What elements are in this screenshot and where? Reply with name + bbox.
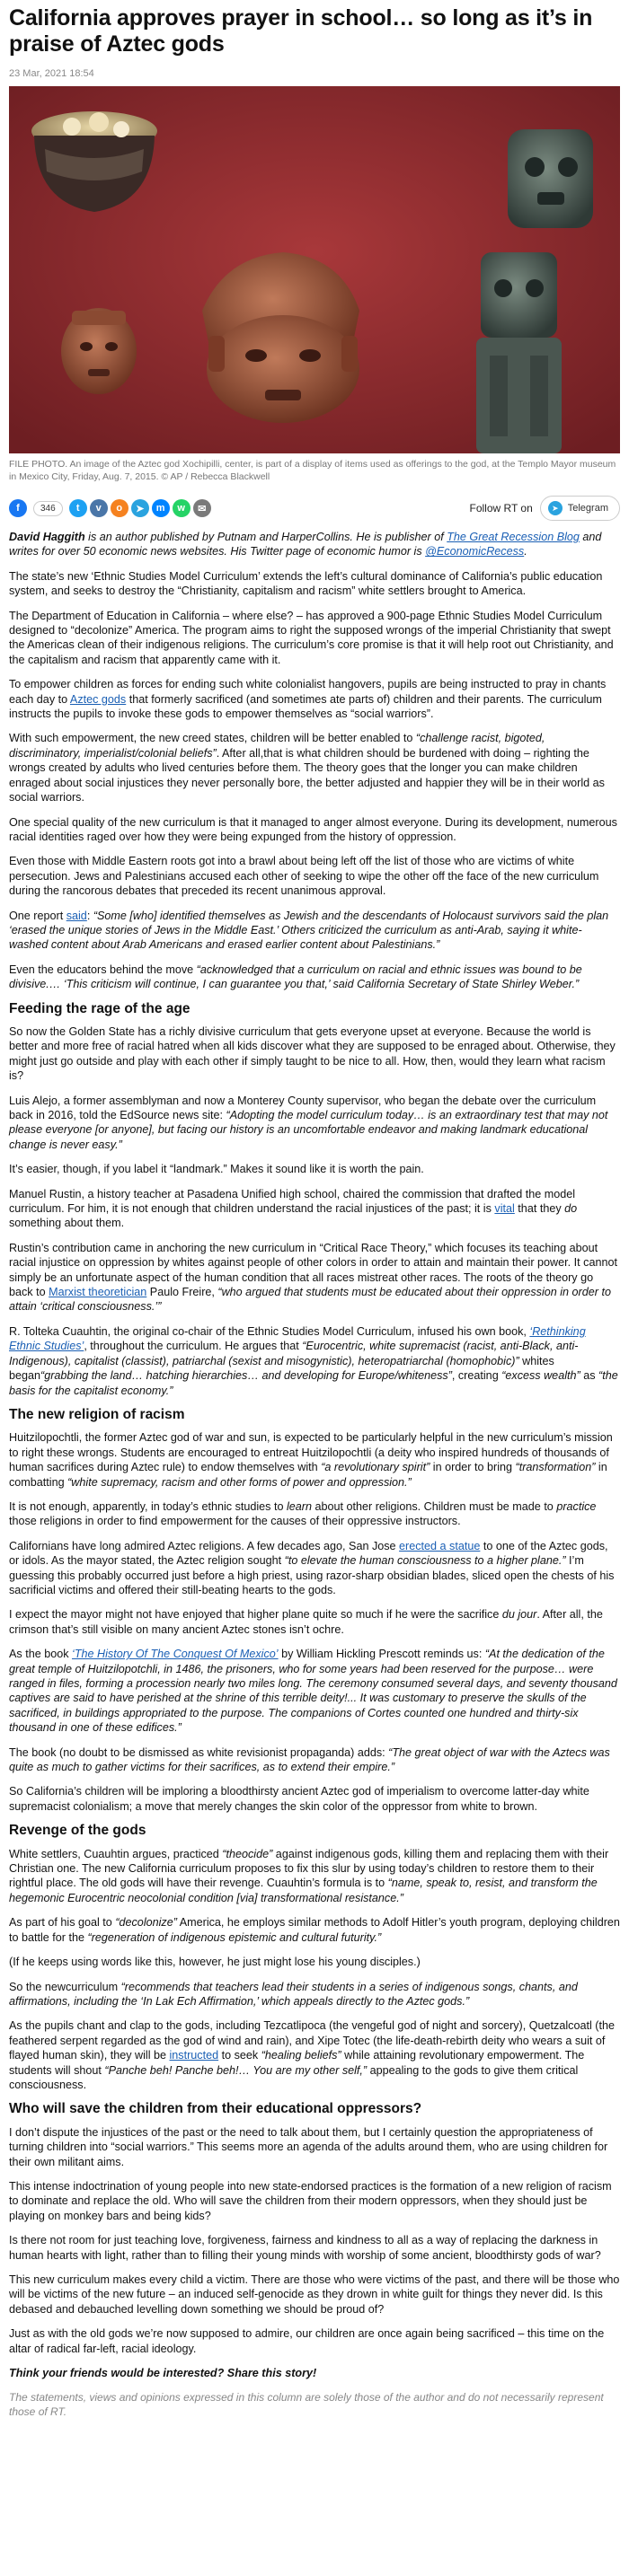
text: , throughout the curriculum. He argues that (84, 1340, 303, 1353)
quote: “name, speak to, resist, and transform the hegemonic Eurocentric neocolonial condition [via] transformational resistance.” (9, 1877, 598, 1904)
follow-label: Follow RT on (469, 502, 533, 514)
quote: “Some [who] identified themselves as Jewish and the descendants of Holocaust survivors said the plan ‘erased the unique stories of Jews in the Middle East.’ Others criticized the curriculum as anti-Arab, saying it white-washed content about Arab Americans and erased earlier content about Palestinians.” (9, 909, 609, 952)
text: those religions in order to find empowerment for the causes of their oppressive instructors. (9, 1515, 461, 1528)
article-photo[interactable] (9, 86, 620, 453)
conquest-of-mexico-link[interactable]: ‘The History Of The Conquest Of Mexico’ (72, 1648, 279, 1661)
quote: “healing beliefs” (261, 2049, 341, 2062)
text: . After all,that is what children should be burdened with doing – righting the wrongs created by adults who lived centuries before them. The theory goes that the longer you can make children enraged about social injustices they never personally bore, the better adjusted and happier they will be in their world as social warriors. (9, 746, 605, 804)
text: Luis Alejo, a former assemblyman and now a Monterey County supervisor, who began the debate over the curriculum back in 2016, told the EdSource news site: (9, 1094, 597, 1121)
article-body (9, 530, 620, 2419)
paragraph: Just as with the old gods we’re now supposed to admire, our children are once again being sacrificed – this time on the altar of radical far-left, racial ideology. (9, 2327, 605, 2355)
quote: “a revolutionary spirit” (321, 1461, 430, 1474)
small-clay-head-artifact (61, 308, 137, 394)
text: One report (9, 909, 66, 922)
text: I’m guessing this probably occurred just before a high priest, using razor-sharp obsidian blades, sliced open the chests of his sacrificial victims and offered their still-beating hearts to the gods. (9, 1554, 615, 1596)
paragraph: (If he keeps using words like this, however, he just might lose his young disciples.) (9, 1956, 421, 1969)
marxist-theoretician-link[interactable]: Marxist theoretician (49, 1286, 147, 1299)
paragraph: One special quality of the new curriculum is that it managed to anger almost everyone. During its development, numerous racial identities raged over how they were being expunged from the history of oppression. (9, 815, 617, 843)
section-heading: Feeding the rage of the age (9, 1000, 190, 1016)
text: that formerly sacrificed (and sometimes ate parts of) children and their parents. The curriculum instructs the pupils to invoke these gods to empower themselves as “social warriors”. (9, 692, 602, 721)
text: To empower children as forces for ending such white colonialist hangovers, pupils are being instructed to pray in chants each day to (9, 678, 607, 706)
quote: “regeneration of indigenous epistemic and cultural futurity.” (87, 1930, 382, 1944)
quote: “to elevate the human consciousness to a higher plane.” (284, 1554, 566, 1568)
paragraph (9, 1847, 620, 1906)
paragraph (9, 1539, 620, 1598)
ok-icon[interactable]: o (111, 499, 128, 517)
paragraph (9, 963, 620, 992)
emphasis: practice (556, 1499, 597, 1513)
text: by William Hickling Prescott reminds us: (278, 1648, 485, 1661)
email-icon[interactable]: ✉ (193, 499, 211, 517)
telegram-icon: ➤ (548, 501, 563, 515)
quote: “transformation” (515, 1461, 596, 1474)
paragraph (9, 1745, 620, 1775)
author-text: and writes for over 50 economic news websites. His Twitter page of economic humor is (9, 531, 602, 558)
paragraph: Is there not room for just teaching love, forgiveness, fairness and kindness to all as a way of replacing the darkness in human hearts with light, rather than to filling their young minds with worship of some ancient, bloodthirsty gods of war? (9, 2234, 601, 2262)
quote: “At the dedication of the great temple of Huitzilopotchli, in 1486, the prisoners, who for some years had been reserved for the purpose… were ranged in files, forming a procession nearly two miles long. The ceremony consumed several days, and seventy thousand captives are said to have perished at the shrine of this terrible deity!... It was customary to preserve the skulls of the sacrificed, in buildings appropriated to the purpose. The companions of Cortes counted one hundred and thirty-six thousand in one of these edifices.” (9, 1648, 617, 1735)
text: I expect the mayor might not have enjoyed that higher plane quite so much if he were the sacrifice (9, 1608, 502, 1622)
text: while attaining revolutionary empowerment. The students will shout (9, 2049, 585, 2077)
aztec-gods-link[interactable]: Aztec gods (69, 692, 127, 706)
paragraph (9, 1324, 620, 1398)
telegram-label: Telegram (567, 503, 608, 514)
quote: “Eurocentric, white supremacist (racist, anti-Black, anti-Indigenous), capitalist (classist), patriarchal (sexist and misogynistic), heteropatriarchal (homophobic)” (9, 1340, 579, 1367)
text: against indigenous gods, killing them and replacing them with their Christian one. The new California curriculum proposes to fix this slur by using today’s children to restore them to their rightful place. The old gods will have their revenge. Cuauhtin’s formula is to (9, 1847, 609, 1890)
article-headline: California approves prayer in school… so long as it’s in praise of Aztec gods (9, 5, 593, 57)
text: : (86, 909, 93, 922)
paragraph (9, 1607, 620, 1637)
text: appealing to the gods to give them critical consciousness. (9, 2063, 579, 2091)
stone-mask-artifact (508, 129, 593, 228)
text: As part of his goal to (9, 1916, 116, 1930)
author-text: . (524, 545, 527, 558)
paragraph: This new curriculum makes every child a victim. There are those who were victims of the past, and there will be those who will be victims of the new future – an induced self-genocide as they drown in white guilt for things they never did. Is this debased and debauched levelling down something we should be proud of? (9, 2273, 620, 2316)
author-text: is an author published by Putnam and HarperCollins. He is publisher of (84, 531, 447, 543)
paragraph: The Department of Education in California – where else? – has approved a 900-page Ethnic Studies Model Curriculum designed to “decolonize” America. The program aims to right the supposed wrongs of the imperial Christianity that swept the Americas clean of their indigenous religions. The curriculum’s core promise is that it will help root out Christianity, and the capitalism and racism that apparently came with it. (9, 609, 614, 666)
share-count: 346 (33, 501, 63, 516)
paragraph (9, 1430, 620, 1490)
text: about other religions. Children must be made to (312, 1499, 557, 1513)
text: Paulo Freire, (146, 1286, 218, 1299)
erected-statue-link[interactable]: erected a statue (399, 1539, 481, 1552)
quote: “theocide” (222, 1847, 273, 1860)
share-icons (9, 499, 211, 517)
text: whites began (9, 1354, 554, 1383)
section-heading: Revenge of the gods (9, 1823, 146, 1839)
text: With such empowerment, the new creed states, children will be better enabled to (9, 732, 416, 745)
telegram-follow-button[interactable] (540, 496, 620, 521)
text: White settlers, Cuauhtin argues, practiced (9, 1847, 223, 1860)
emphasis: du jour (501, 1608, 537, 1622)
photo-caption: FILE PHOTO. An image of the Aztec god Xochipilli, center, is part of a display of items used as offerings to the god, at the Templo Mayor museum in Mexico City, Friday, Aug. 7, 2015. © AP / Rebecca Blackwell (9, 459, 616, 482)
vk-icon[interactable]: v (90, 499, 108, 517)
telegram-icon[interactable]: ➤ (131, 499, 149, 517)
rethinking-ethnic-studies-link[interactable]: ‘Rethinking Ethnic Studies’ (9, 1324, 586, 1353)
paragraph (9, 909, 620, 953)
paragraph (9, 2018, 620, 2092)
quote: “grabbing the land… hatching hierarchies… and developing for Europe/whiteness” (40, 1369, 452, 1383)
author-name: David Haggith (9, 531, 85, 543)
paragraph (9, 1241, 620, 1314)
emphasis: do (564, 1202, 578, 1216)
paragraph: So California’s children will be imploring a bloodthirsty ancient Aztec god of imperialism to overcome latter-day white supremacist colonialism; a move that merely changes the skin color of the oppressor from white to brown. (9, 1785, 589, 1813)
quote: “Panche beh! Panche beh!… You are my other self,” (104, 2063, 368, 2077)
paragraph (9, 731, 620, 804)
paragraph: This intense indoctrination of young people into new state-endorsed practices is the formation of a new religion of racism to dominate and replace the old. Who will save the children from their modern oppressors, when they should just be playing on monkey bars and being kids? (9, 2179, 612, 2222)
section-heading: Who will save the children from their educational oppressors? (9, 2101, 422, 2117)
quote: “the basis for the capitalist economy.” (9, 1369, 618, 1397)
text: . After all, the crimson that’s still visible on many ancient Aztec stones isn’t ochre. (9, 1608, 603, 1636)
share-bar (9, 496, 620, 521)
paragraph (9, 1094, 620, 1153)
quote: “Adopting the model curriculum today… is an extraordinary test that may not please everyone [or anyone], but facing our history is an uncomfortable endeavor and making landmark educational change is never easy.” (9, 1109, 608, 1151)
quote: “white supremacy, racism and other forms of power and oppression.” (67, 1475, 412, 1489)
text: as (580, 1369, 599, 1383)
text: in order to bring (430, 1461, 516, 1474)
quote: “decolonize” (115, 1916, 177, 1930)
messenger-icon[interactable]: m (152, 499, 170, 517)
section-heading: The new religion of racism (9, 1406, 185, 1422)
paragraph (9, 1980, 620, 2009)
whatsapp-icon[interactable]: w (173, 499, 190, 517)
facebook-icon[interactable]: f (9, 499, 27, 517)
author-bio (9, 530, 620, 559)
text: Even the educators behind the move (9, 963, 197, 976)
text: America, he employs similar methods to Adolf Hitler’s youth program, deploying children to battle for the (9, 1916, 620, 1944)
paragraph: Even those with Middle Eastern roots got into a brawl about being left off the list of those who are victims of white persecution. Jews and Palestinians accused each other of seeking to wipe the other off the face of the new curriculum during the rancorous debates that preceded its recent unanimous approval. (9, 855, 599, 898)
text: to one of the Aztec gods, or idols. As the mayor stated, the Aztec religion sought (9, 1539, 608, 1568)
vital-link[interactable]: vital (494, 1202, 515, 1216)
text: As the pupils chant and clap to the gods, including Tezcatlipoca (the vengeful god of night and sorcery), Quetzalcoatl (the feathered serpent regarded as the god of wind and rain), and Xipe Totec (the life-death-rebirth deity who wears a suit of flayed human skin), they will be (9, 2019, 615, 2062)
paragraph (9, 1915, 620, 1945)
paragraph (9, 1647, 620, 1735)
paragraph: The state’s new ‘Ethnic Studies Model Curriculum’ extends the left’s cultural dominance of California’s public education system, and seeks to destroy the “Christianity, capitalism and racism” white settlers brought to America. (9, 569, 603, 598)
blog-link[interactable]: The Great Recession Blog (447, 531, 580, 543)
disclaimer: The statements, views and opinions expressed in this column are solely those of the author and do not necessarily represent those of RT. (9, 2391, 604, 2419)
twitter-link[interactable]: @EconomicRecess (425, 545, 525, 558)
paragraph (9, 677, 620, 721)
text: Rustin’s contribution came in anchoring the new curriculum in “Critical Race Theory,” which focuses its teaching about racial injustice on oppression by whites against people of other colors in order to attain and maintain their power. It cannot simply be an unfortunate aspect of the human condition that all races mistreat other races. The roots of the theory go back to (9, 1241, 617, 1299)
text: Huitzilopochtli, the former Aztec god of war and sun, is expected to be particularly helpful in the new curriculum’s mission to right these wrongs. Students are encouraged to entreat Huitzilopochtli (a deity who inspired hundreds of thousands of human sacrifices during Aztec rule) to endow themselves with (9, 1431, 613, 1474)
paragraph: I don’t dispute the injustices of the past or the need to talk about them, but I certainly question the appropriateness of turning children into “social warriors.” This seems more an agenda of the adults around them, who are using children for their own militant aims. (9, 2125, 608, 2168)
text: It is not enough, apparently, in today’s ethnic studies to (9, 1499, 287, 1513)
aztec-artifacts-image (9, 86, 620, 453)
quote: “who argued that students must be educated about their oppression in order to attain ‘critical consciousness.’” (9, 1286, 611, 1314)
text: Californians have long admired Aztec religions. A few decades ago, San Jose (9, 1539, 400, 1552)
paragraph (9, 1187, 620, 1231)
quote: “recommends that teachers lead their students in a series of indigenous songs, chants, and affirmations, including the ‘In Lak Ech Affirmation,’ which appeals directly to the Aztec gods.” (9, 1980, 578, 2008)
text: that they (514, 1202, 565, 1216)
publish-date: 23 Mar, 2021 18:54 (9, 68, 94, 79)
paragraph: It’s easier, though, if you label it “landmark.” Makes it sound like it is worth the pain. (9, 1163, 424, 1176)
quote: “acknowledged that a curriculum on racial and ethnic issues was bound to be divisive.… ‘This criticism will continue, I can guarantee you that,’ said California Secretary of State Shirley Weber.” (9, 963, 582, 991)
text: So the newcurriculum (9, 1980, 121, 1993)
quote: “The great object of war with the Aztecs was quite as much to gather victims for their sacrifices, as to extend their empire.” (9, 1745, 610, 1774)
xochipilli-clay-head-artifact (202, 252, 359, 423)
paragraph (9, 1499, 620, 1529)
share-story-cta: Think your friends would be interested? Share this story! (9, 2367, 317, 2380)
text: in combatting (9, 1461, 607, 1489)
text: Manuel Rustin, a history teacher at Pasadena Unified high school, chaired the commission that drafted the model curriculum. For him, it is not enough that children understand the racial injustices of the past; it is (9, 1187, 576, 1216)
emphasis: learn (286, 1499, 312, 1513)
text: , creating (451, 1369, 502, 1383)
text: As the book (9, 1648, 73, 1661)
stone-figure-artifact (476, 252, 562, 453)
quote: “excess wealth” (501, 1369, 580, 1383)
text: The book (no doubt to be dismissed as white revisionist propaganda) adds: (9, 1745, 389, 1759)
text: R. Tolteka Cuauhtin, the original co-chair of the Ethnic Studies Model Curriculum, infused his own book, (9, 1324, 530, 1338)
report-said-link[interactable]: said (66, 909, 87, 922)
text: something about them. (9, 1217, 125, 1230)
paragraph: So now the Golden State has a richly divisive curriculum that gets everyone upset at everyone. Because the world is better and more free of racial hatred when all kids discover what they are supposed to be enraged about. Otherwise, they might just go outside and play with each other if simply taught to be nice to all. How, then, would they learn what racism is? (9, 1024, 616, 1083)
quote: “challenge racist, bigoted, discriminatory, imperialist/colonial beliefs” (9, 732, 545, 760)
twitter-icon[interactable]: t (69, 499, 87, 517)
text: to seek (218, 2049, 261, 2062)
follow-rt (469, 496, 620, 521)
instructed-link[interactable]: instructed (169, 2049, 219, 2062)
